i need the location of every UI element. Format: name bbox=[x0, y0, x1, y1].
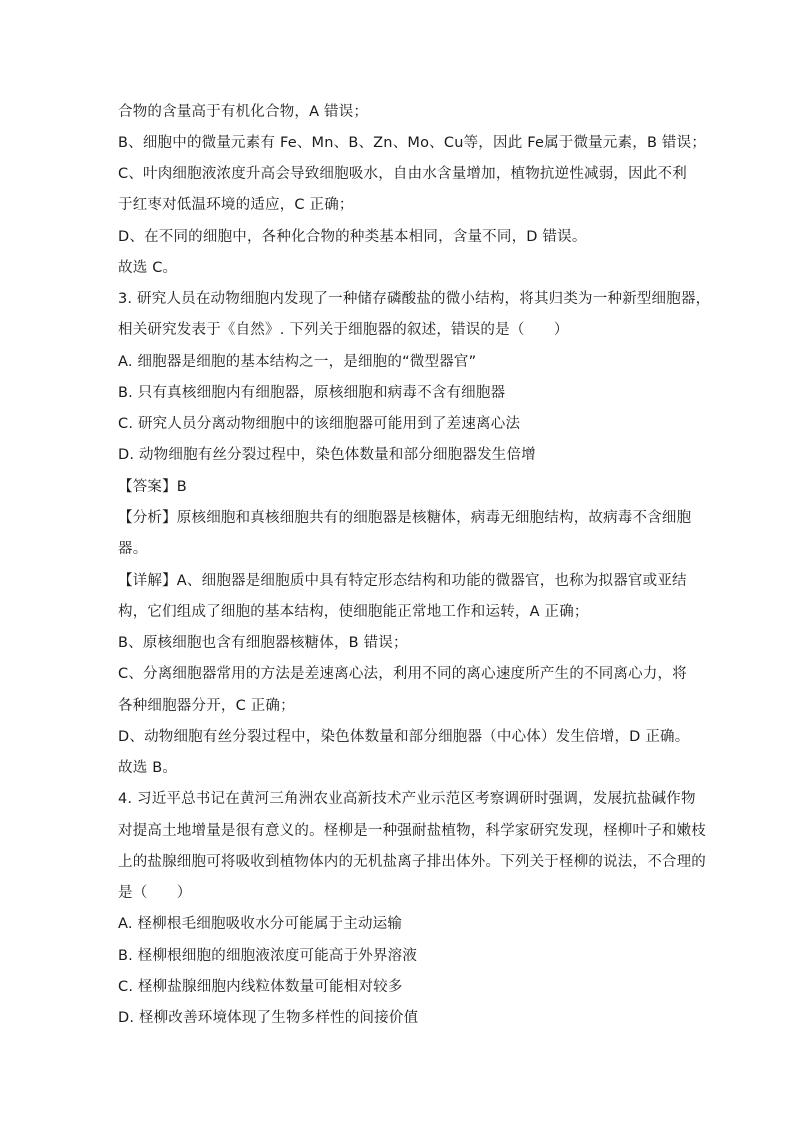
detail-text: 各种细胞器分开，C 正确； bbox=[118, 698, 295, 714]
text-line: 于红枣对低温环境的适应，C 正确； bbox=[118, 197, 354, 213]
text-line: 故选 C。 bbox=[118, 260, 178, 276]
option-a: A. 细胞器是细胞的基本结构之一，是细胞的“微型器官” bbox=[118, 354, 477, 370]
text-line: B、细胞中的微量元素有 Fe、Mn、B、Zn、Mo、Cu等，因此 Fe属于微量元素，B 错误； bbox=[118, 135, 707, 151]
text-line: C、叶肉细胞液浓度升高会导致细胞吸水，自由水含量增加，植物抗逆性减弱，因此不利 bbox=[118, 166, 687, 182]
detail-text: 故选 B。 bbox=[118, 760, 178, 776]
question-4-stem: 是（ ） bbox=[118, 885, 192, 901]
analysis-text: 【分析】原核细胞和真核细胞共有的细胞器是核糖体，病毒无细胞结构，故病毒不含细胞 bbox=[118, 510, 692, 526]
detail-text: D、动物细胞有丝分裂过程中，染色体数量和部分细胞器（中心体）发生倍增，D 正确。 bbox=[118, 729, 690, 745]
detail-text: 构，它们组成了细胞的基本结构，使细胞能正常地工作和运转，A 正确； bbox=[118, 604, 589, 620]
question-3-stem: 相关研究发表于《自然》. 下列关于细胞器的叙述，错误的是（ ） bbox=[118, 322, 569, 338]
question-3-stem: 3. 研究人员在动物细胞内发现了一种储存磷酸盐的微小结构，将其归类为一种新型细胞器， bbox=[118, 291, 711, 307]
option-d: D. 柽柳改善环境体现了生物多样性的间接价值 bbox=[118, 1010, 419, 1026]
analysis-text: 器。 bbox=[118, 541, 148, 557]
text-line: D、在不同的细胞中，各种化合物的种类基本相同，含量不同，D 错误。 bbox=[118, 229, 587, 245]
option-b: B. 柽柳根细胞的细胞液浓度可能高于外界溶液 bbox=[118, 948, 418, 964]
option-b: B. 只有真核细胞内有细胞器，原核细胞和病毒不含有细胞器 bbox=[118, 385, 506, 401]
option-c: C. 柽柳盐腺细胞内线粒体数量可能相对较多 bbox=[118, 979, 403, 995]
answer-label: 【答案】B bbox=[118, 479, 187, 495]
detail-text: C、分离细胞器常用的方法是差速离心法，利用不同的离心速度所产生的不同离心力，将 bbox=[118, 666, 687, 682]
option-c: C. 研究人员分离动物细胞中的该细胞器可能用到了差速离心法 bbox=[118, 416, 521, 432]
option-a: A. 柽柳根毛细胞吸收水分可能属于主动运输 bbox=[118, 916, 403, 932]
detail-text: B、原核细胞也含有细胞器核糖体，B 错误； bbox=[118, 635, 408, 651]
text-line: 合物的含量高于有机化合物，A 错误； bbox=[118, 104, 369, 120]
question-4-stem: 对提高土地增量是很有意义的。柽柳是一种强耐盐植物，科学家研究发现，柽柳叶子和嫩枝 bbox=[118, 823, 706, 839]
question-4-stem: 上的盐腺细胞可将吸收到植物体内的无机盐离子排出体外。下列关于柽柳的说法，不合理的 bbox=[118, 854, 706, 870]
question-4-stem: 4. 习近平总书记在黄河三角洲农业高新技术产业示范区考察调研时强调，发展抗盐碱作物 bbox=[118, 791, 696, 807]
option-d: D. 动物细胞有丝分裂过程中，染色体数量和部分细胞器发生倍增 bbox=[118, 447, 536, 463]
detail-text: 【详解】A、细胞器是细胞质中具有特定形态结构和功能的微器官，也称为拟器官或亚结 bbox=[118, 573, 687, 589]
